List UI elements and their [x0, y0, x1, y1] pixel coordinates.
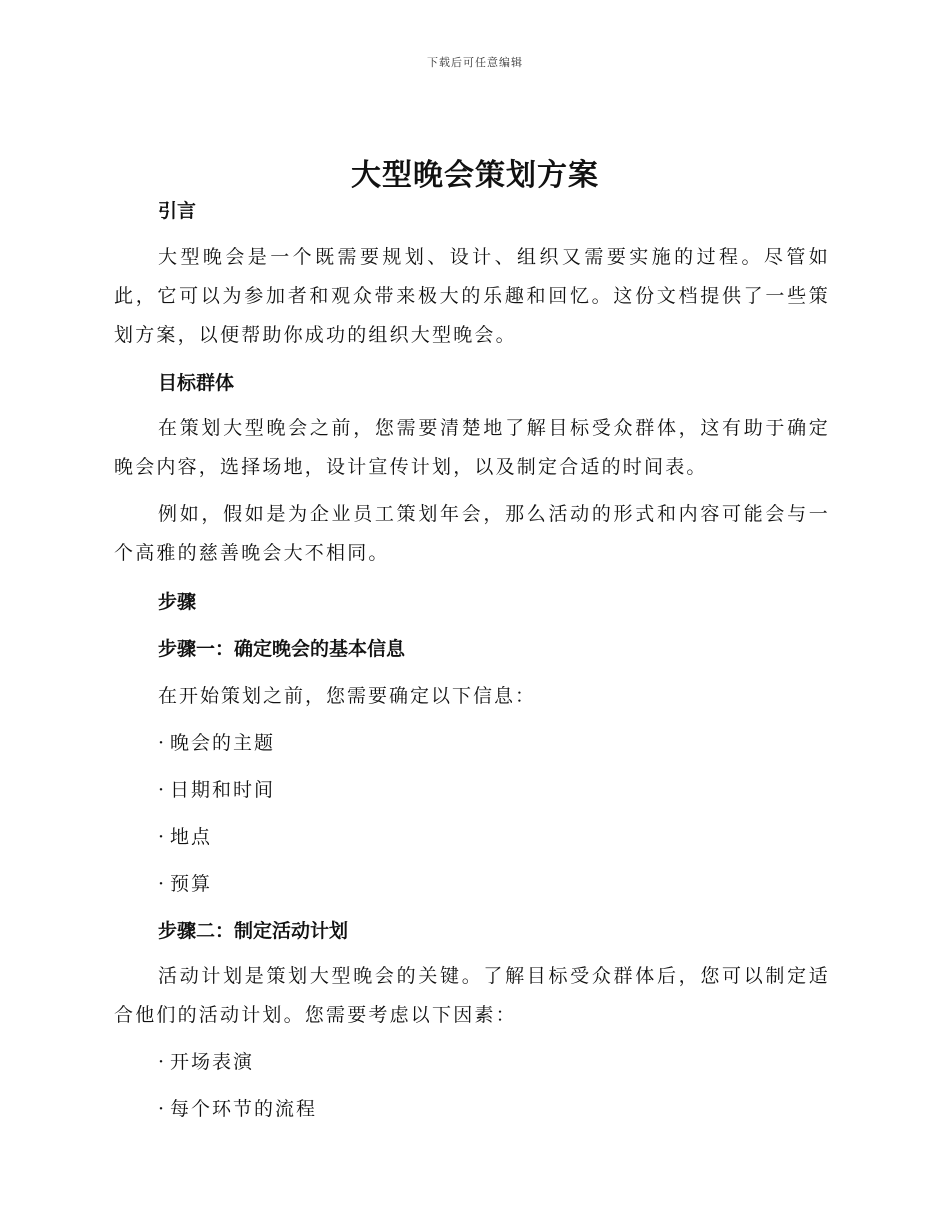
- list-item: [114, 822, 830, 852]
- bullet-dot: ·: [158, 873, 167, 895]
- paragraph-audience-1: 在策划大型晚会之前，您需要清楚地了解目标受众群体，这有助于确定晚会内容，选择场地，设计宣传计划，以及制定合适的时间表。: [114, 417, 830, 478]
- list-item: [114, 775, 830, 805]
- page-header-note: 下载后可任意编辑: [427, 56, 523, 69]
- list-item: [114, 1094, 830, 1124]
- section-heading-steps: 步骤: [158, 591, 197, 613]
- list-item: [114, 1047, 830, 1077]
- list-item-text: 每个环节的流程: [170, 1098, 318, 1120]
- paragraph-intro: 大型晚会是一个既需要规划、设计、组织又需要实施的过程。尽管如此，它可以为参加者和观众带来极大的乐趣和回忆。这份文档提供了一些策划方案，以便帮助你成功的组织大型晚会。: [114, 246, 830, 346]
- bullet-dot: ·: [158, 732, 167, 754]
- list-item-text: 地点: [170, 826, 213, 848]
- list-item-text: 预算: [170, 873, 213, 895]
- list-item-text: 日期和时间: [170, 779, 276, 801]
- paragraph-step1: 在开始策划之前，您需要确定以下信息：: [158, 685, 537, 707]
- paragraph-step2: 活动计划是策划大型晚会的关键。了解目标受众群体后，您可以制定适合他们的活动计划。您需要考虑以下因素：: [114, 965, 830, 1026]
- list-item: [114, 869, 830, 899]
- section-heading-audience: 目标群体: [158, 372, 235, 394]
- bullet-dot: ·: [158, 779, 167, 801]
- step2-heading: 步骤二：制定活动计划: [158, 920, 349, 942]
- bullet-dot: ·: [158, 826, 167, 848]
- document-body: [114, 196, 830, 1124]
- bullet-dot: ·: [158, 1051, 167, 1073]
- step1-heading: 步骤一：确定晚会的基本信息: [158, 638, 406, 660]
- list-item-text: 开场表演: [170, 1051, 255, 1073]
- section-heading-intro: 引言: [158, 200, 197, 222]
- document-title: 大型晚会策划方案: [351, 158, 599, 193]
- paragraph-audience-2: 例如，假如是为企业员工策划年会，那么活动的形式和内容可能会与一个高雅的慈善晚会大不相同。: [114, 503, 830, 564]
- list-item-text: 晚会的主题: [170, 732, 276, 754]
- bullet-dot: ·: [158, 1098, 167, 1120]
- list-item: [114, 728, 830, 758]
